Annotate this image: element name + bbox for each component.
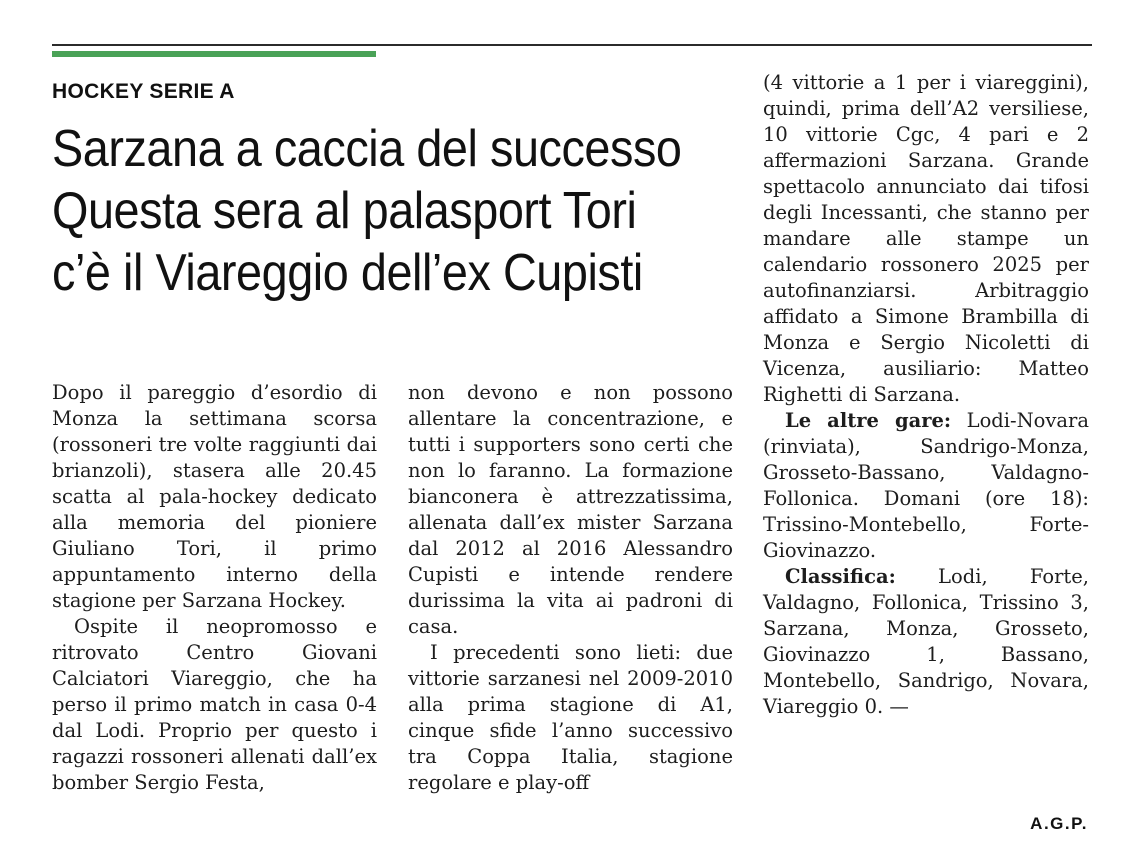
top-rule xyxy=(52,44,1092,46)
section-kicker: HOCKEY SERIE A xyxy=(52,80,235,103)
other-games-text: Lodi-Novara (rinviata), Sandrigo-Monza, Grosseto-Bassano, Valdagno-Follonica. Domani (ore 18): Trissino-Montebello, Forte-Giovinazzo. xyxy=(763,409,1090,562)
section-accent-bar xyxy=(52,51,376,57)
article-paragraph-1: Dopo il pareggio d’esordio di Monza la settimana scorsa (rossoneri tre volte raggiunti dai brianzoli), stasera alle 20.45 scatta al pala-hockey dedicato alla memoria del pioniere Giuliano Tori, il primo appuntamento interno della stagione per Sarzana Hockey. xyxy=(52,381,377,612)
standings-label: Classifica: xyxy=(785,565,896,588)
article-paragraph-3a: I precedenti sono lieti: due vittorie sarzanesi nel 2009-2010 alla prima stagione di A1, cinque sfide l’anno successivo tra Coppa Italia, stagione regolare e play-off xyxy=(408,641,733,794)
article-column-2 xyxy=(408,380,733,796)
headline-line-1: Sarzana a caccia del successo xyxy=(52,120,682,178)
headline-line-2: Questa sera al palasport Tori xyxy=(52,182,637,240)
article-column-3 xyxy=(763,70,1089,720)
article-paragraph-3b: (4 vittorie a 1 per i viareggini), quindi, prima dell’A2 versiliese, 10 vittorie Cgc, 4 pari e 2 affermazioni Sarzana. Grande spettacolo annunciato dai tifosi degli Incessanti, che stanno per mandare alle stampe un calendario rossonero 2025 per autofinanziarsi. Arbitraggio affidato a Simone Brambilla di Monza e Sergio Nicoletti di Vicenza, ausiliario: Matteo Righetti di Sarzana. xyxy=(763,71,1089,406)
other-games-label: Le altre gare: xyxy=(785,409,952,432)
standings-paragraph xyxy=(763,564,1089,720)
article-column-1 xyxy=(52,380,377,796)
headline xyxy=(52,118,682,304)
article-paragraph-2b: non devono e non possono allentare la concentrazione, e tutti i supporters sono certi che non lo faranno. La formazione bianconera è attrezzatissima, allenata dall’ex mister Sarzana dal 2012 al 2016 Alessandro Cupisti e intende rendere durissima la vita ai padroni di casa. xyxy=(408,381,733,638)
other-games-paragraph xyxy=(763,408,1089,564)
standings-text: Lodi, Forte, Valdagno, Follonica, Trissino 3, Sarzana, Monza, Grosseto, Giovinazzo 1, Bassano, Montebello, Sandrigo, Novara, Viareggio 0. — xyxy=(763,565,1089,718)
headline-line-3: c’è il Viareggio dell’ex Cupisti xyxy=(52,244,643,302)
byline: A.G.P. xyxy=(1030,814,1088,833)
article-paragraph-2a: Ospite il neopromosso e ritrovato Centro Giovani Calciatori Viareggio, che ha perso il primo match in casa 0-4 dal Lodi. Proprio per questo i ragazzi rossoneri allenati dall’ex bomber Sergio Festa, xyxy=(52,615,377,794)
